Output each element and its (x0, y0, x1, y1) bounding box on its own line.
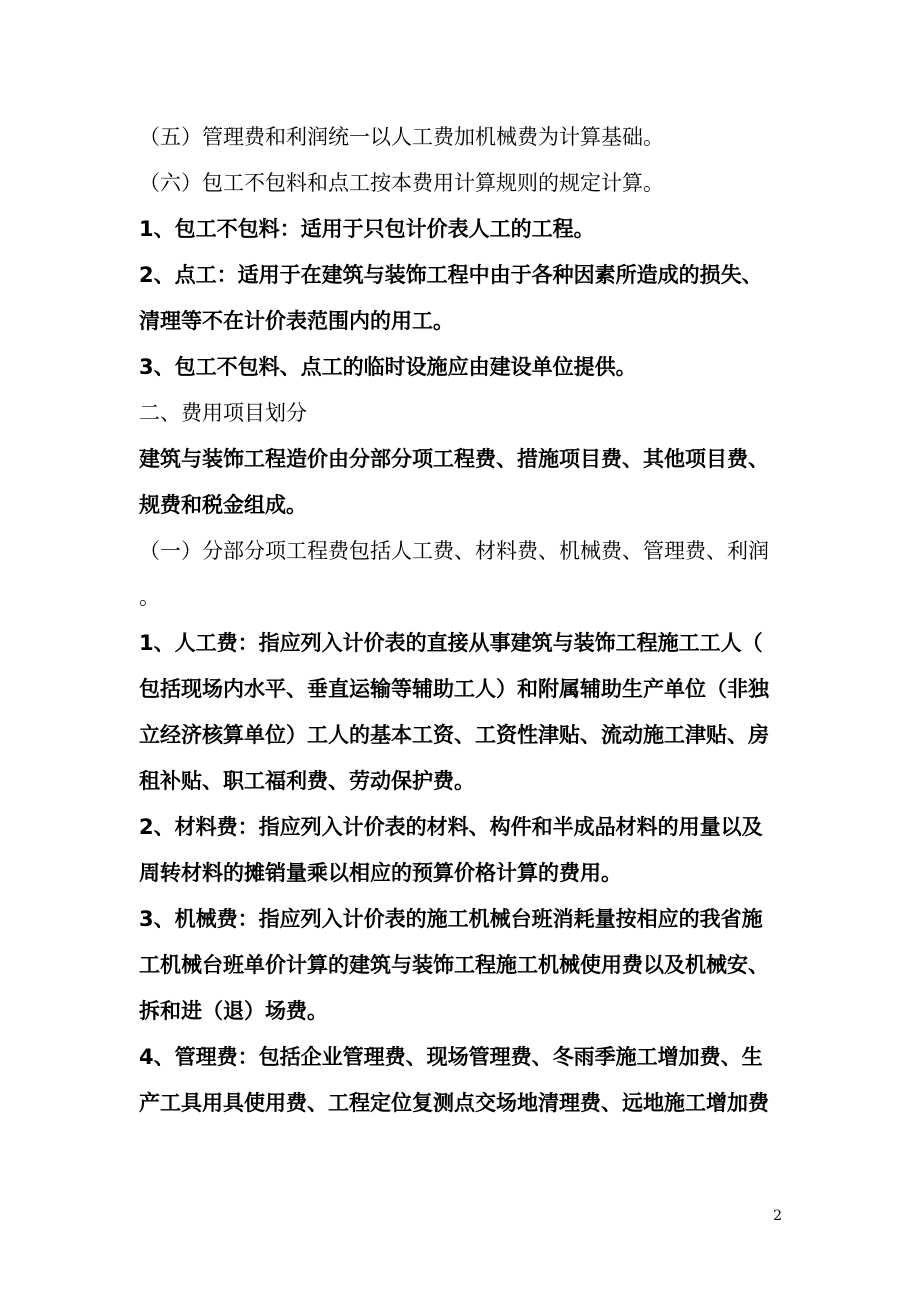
text-line-1: （五）管理费和利润统一以人工费加机械费为计算基础。 (139, 125, 664, 149)
text-line-14: 立经济核算单位）工人的基本工资、工资性津贴、流动施工津贴、房 (139, 723, 769, 747)
text-line-16: 2、材料费：指应列入计价表的材料、构件和半成品材料的用量以及 (139, 815, 763, 839)
text-line-20: 拆和进（退）场费。 (139, 999, 328, 1023)
text-line-21: 4、管理费：包括企业管理费、现场管理费、冬雨季施工增加费、生 (139, 1045, 763, 1069)
document-body (139, 114, 789, 1126)
text-line-9: 规费和税金组成。 (139, 493, 307, 517)
text-line-3: 1、包工不包料：适用于只包计价表人工的工程。 (139, 217, 595, 241)
text-line-8: 建筑与装饰工程造价由分部分项工程费、措施项目费、其他项目费、 (139, 447, 769, 471)
page-number: 2 (773, 1208, 782, 1224)
text-line-19: 工机械台班单价计算的建筑与装饰工程施工机械使用费以及机械安、 (139, 953, 769, 977)
text-line-2: （六）包工不包料和点工按本费用计算规则的规定计算。 (139, 171, 664, 195)
text-line-13: 包括现场内水平、垂直运输等辅助工人）和附属辅助生产单位（非独 (139, 677, 769, 701)
text-line-4: 2、点工：适用于在建筑与装饰工程中由于各种因素所造成的损失、 (139, 263, 763, 287)
text-line-15: 租补贴、职工福利费、劳动保护费。 (139, 769, 475, 793)
text-line-5: 清理等不在计价表范围内的用工。 (139, 309, 454, 333)
text-line-22: 产工具用具使用费、工程定位复测点交场地清理费、远地施工增加费 (139, 1091, 769, 1115)
text-line-12: 1、人工费：指应列入计价表的直接从事建筑与装饰工程施工工人（ (139, 631, 763, 655)
section-heading: 二、费用项目划分 (139, 401, 307, 425)
text-line-10: （一）分部分项工程费包括人工费、材料费、机械费、管理费、利润 (139, 539, 769, 563)
text-line-6: 3、包工不包料、点工的临时设施应由建设单位提供。 (139, 355, 637, 379)
text-line-18: 3、机械费：指应列入计价表的施工机械台班消耗量按相应的我省施 (139, 907, 763, 931)
text-line-17: 周转材料的摊销量乘以相应的预算价格计算的费用。 (139, 861, 622, 885)
text-line-11: 。 (139, 585, 160, 609)
